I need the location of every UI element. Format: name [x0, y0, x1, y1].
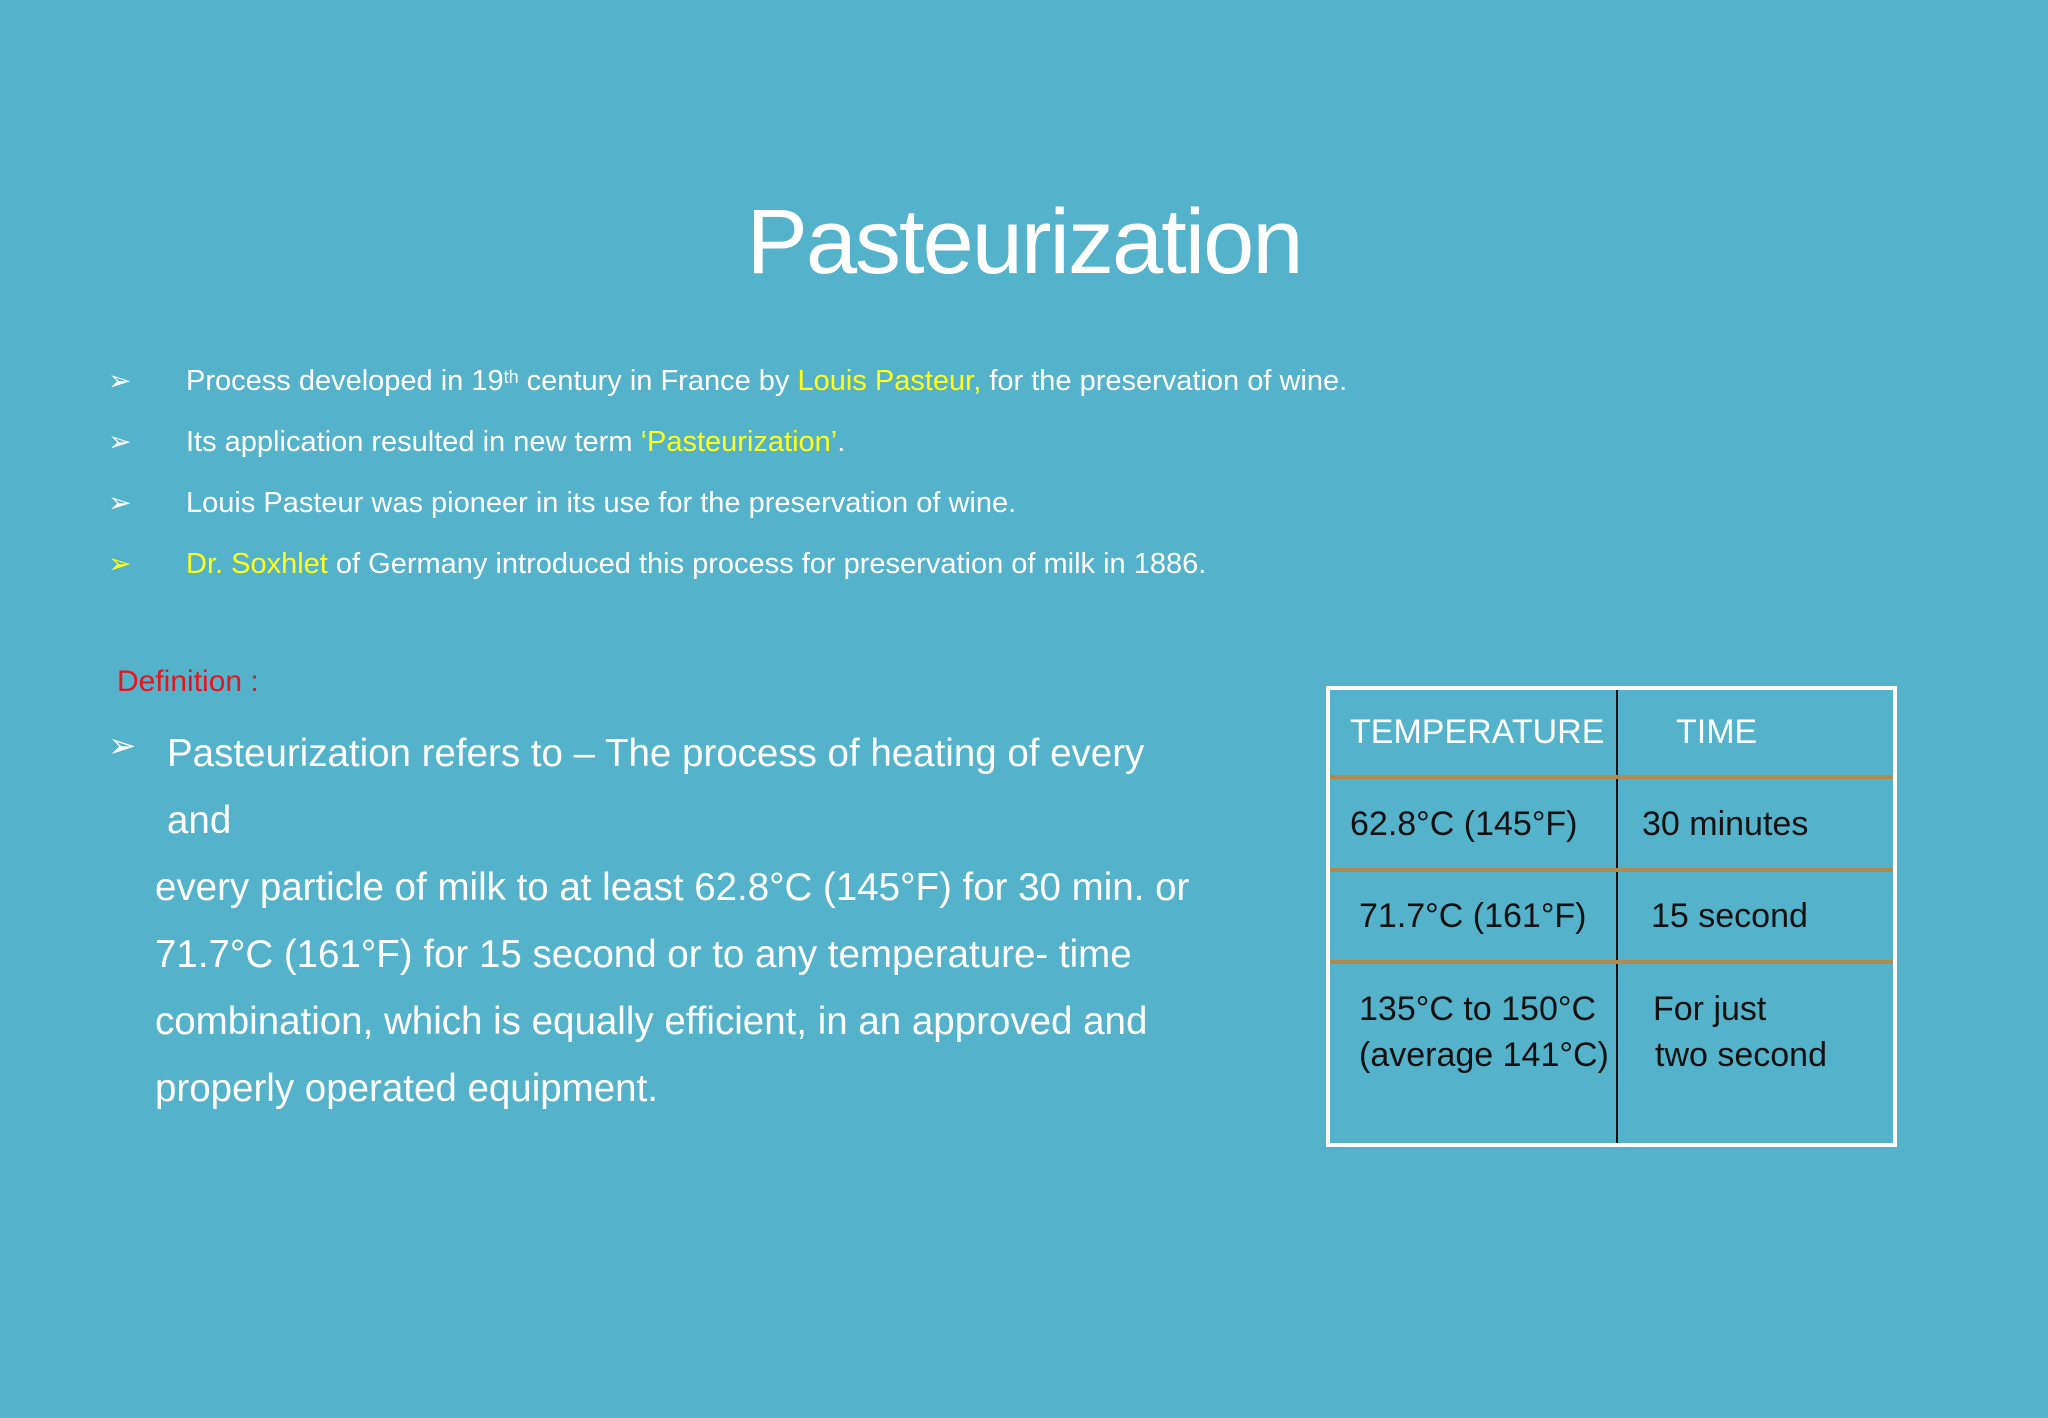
bullet-text-post: of Germany introduced this process for preservation of milk in 1886. — [327, 548, 1207, 580]
bullet-text-post: for the preservation of wine. — [981, 365, 1348, 397]
row-divider — [1330, 868, 1893, 872]
arrow-bullet-icon: ➢ — [108, 365, 132, 396]
row-divider — [1330, 960, 1893, 964]
header-temperature: TEMPERATURE — [1350, 713, 1605, 751]
definition-text — [155, 720, 1215, 1122]
bullet-highlight: Dr. Soxhlet — [186, 548, 328, 580]
bullet-text-mid: century in France by — [518, 365, 798, 397]
slide-title: Pasteurization — [746, 191, 1302, 293]
bullet-text-pre: Its application resulted in new term — [186, 426, 641, 458]
cell-time: 15 second — [1651, 897, 1808, 935]
bullet-highlight: ‘Pasteurization’ — [640, 426, 838, 458]
cell-temperature: 71.7°C (161°F) — [1359, 897, 1587, 935]
arrow-bullet-icon: ➢ — [108, 727, 137, 765]
temperature-time-table — [1326, 686, 1897, 1147]
bullet-text — [186, 360, 1347, 402]
cell-temperature: 135°C to 150°C — [1359, 990, 1597, 1028]
header-time: TIME — [1676, 713, 1758, 751]
cell-time: 30 minutes — [1642, 805, 1809, 843]
bullet-text — [186, 482, 1016, 524]
arrow-bullet-icon: ➢ — [108, 487, 132, 518]
cell-temperature: 62.8°C (145°F) — [1350, 805, 1578, 843]
row-divider — [1330, 775, 1893, 779]
column-divider — [1616, 690, 1618, 1143]
bullet-text — [186, 543, 1206, 585]
definition-line: 71.7°C (161°F) for 15 second or to any temperature- time — [155, 933, 1132, 976]
definition-label: Definition : — [117, 665, 259, 698]
arrow-bullet-icon: ➢ — [108, 548, 132, 579]
bullet-highlight: Louis Pasteur, — [797, 365, 982, 397]
cell-temperature: (average 141°C) — [1359, 1036, 1609, 1074]
arrow-bullet-icon: ➢ — [108, 426, 132, 457]
definition-line: properly operated equipment. — [155, 1067, 658, 1110]
bullet-text-pre: Process developed in 19 — [186, 365, 504, 397]
definition-line: Pasteurization refers to – The process of heating of every and — [167, 732, 1145, 842]
bullet-text-pre: Louis Pasteur was pioneer in its use for the preservation of wine. — [186, 487, 1017, 519]
definition-line: every particle of milk to at least 62.8°C (145°F) for 30 min. or — [155, 866, 1190, 909]
cell-time: For just — [1653, 990, 1767, 1028]
cell-time: two second — [1655, 1036, 1827, 1074]
bullet-superscript: th — [503, 367, 519, 387]
bullet-text — [186, 421, 845, 463]
bullet-text-post: . — [837, 426, 846, 458]
definition-line: combination, which is equally efficient, in an approved and — [155, 1000, 1148, 1043]
